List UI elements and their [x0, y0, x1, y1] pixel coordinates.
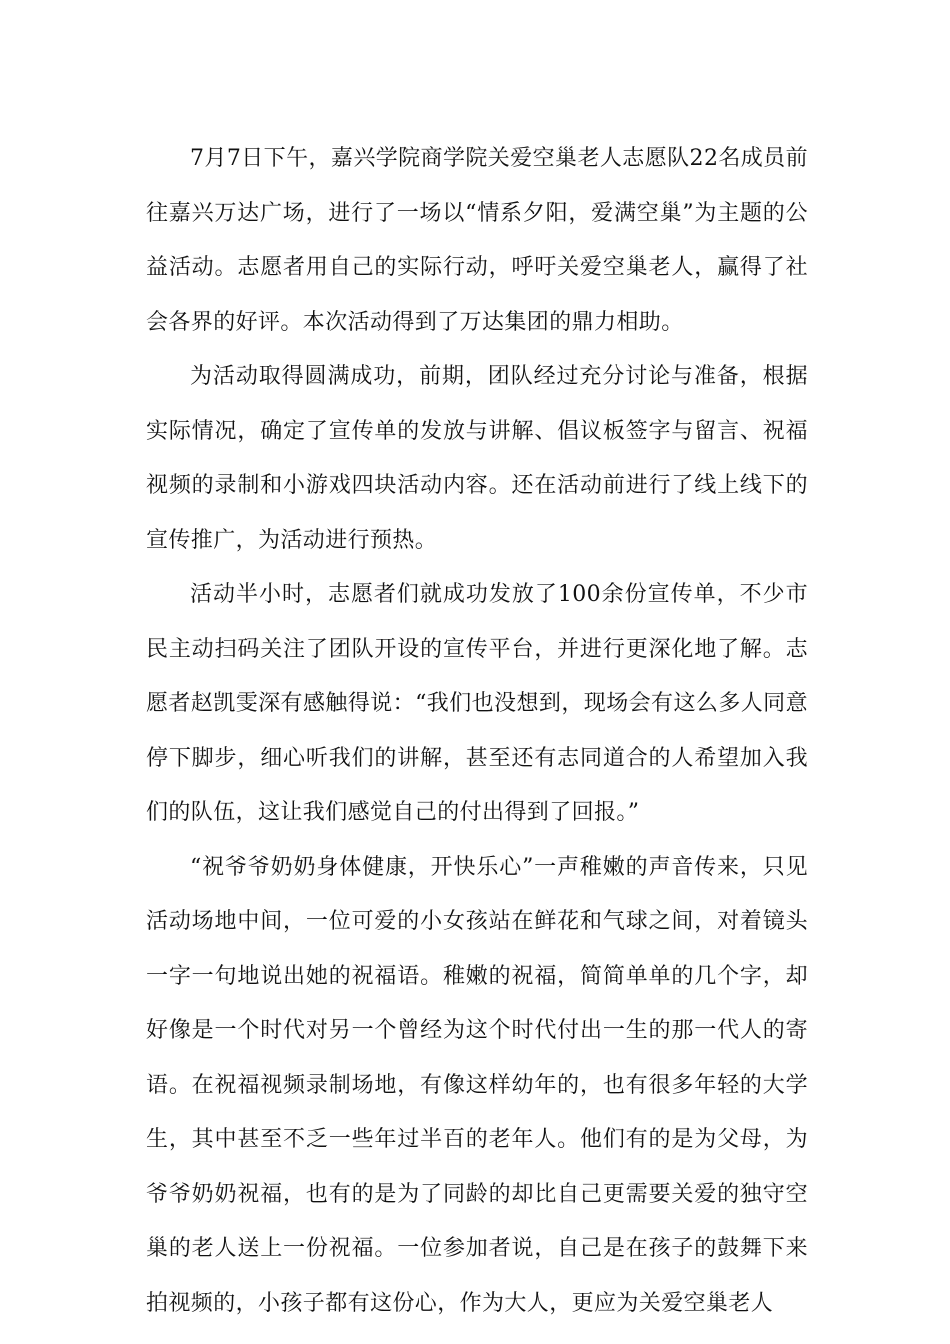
paragraph-4: “祝爷爷奶奶身体健康，开快乐心”一声稚嫩的声音传来，只见活动场地中间，一位可爱的小女孩站在鲜花和气球之间，对着镜头一字一句地说出她的祝福语。稚嫩的祝福，简简单单的几个字，却好像是一个时代对另一个曾经为这个时代付出一生的那一代人的寄语。在祝福视频录制场地，有像这样幼年的，也有很多年轻的大学生，其中甚至不乏一些年过半百的老年人。他们有的是为父母，为爷爷奶奶祝福，也有的是为了同龄的却比自己更需要关爱的独守空巢的老人送上一份祝福。一位参加者说，自己是在孩子的鼓舞下来拍视频的，小孩子都有这份心，作为大人，更应为关爱空巢老人 — [146, 854, 808, 1316]
paragraph-2: 为活动取得圆满成功，前期，团队经过充分讨论与准备，根据实际情况，确定了宣传单的发放与讲解、倡议板签字与留言、祝福视频的录制和小游戏四块活动内容。还在活动前进行了线上线下的宣传推广，为活动进行预热。 — [146, 364, 808, 553]
paragraph-3: 活动半小时，志愿者们就成功发放了100余份宣传单，不少市民主动扫码关注了团队开设的宣传平台，并进行更深化地了解。志愿者赵凯雯深有感触得说：“我们也没想到，现场会有这么多人同意停下脚步，细心听我们的讲解，甚至还有志同道合的人希望加入我们的队伍，这让我们感觉自己的付出得到了回报。” — [146, 582, 808, 825]
document-body — [146, 132, 808, 1331]
paragraph-1: 7月7日下午，嘉兴学院商学院关爱空巢老人志愿队22名成员前往嘉兴万达广场，进行了一场以“情系夕阳，爱满空巢”为主题的公益活动。志愿者用自己的实际行动，呼吁关爱空巢老人，赢得了社会各界的好评。本次活动得到了万达集团的鼎力相助。 — [146, 146, 808, 335]
